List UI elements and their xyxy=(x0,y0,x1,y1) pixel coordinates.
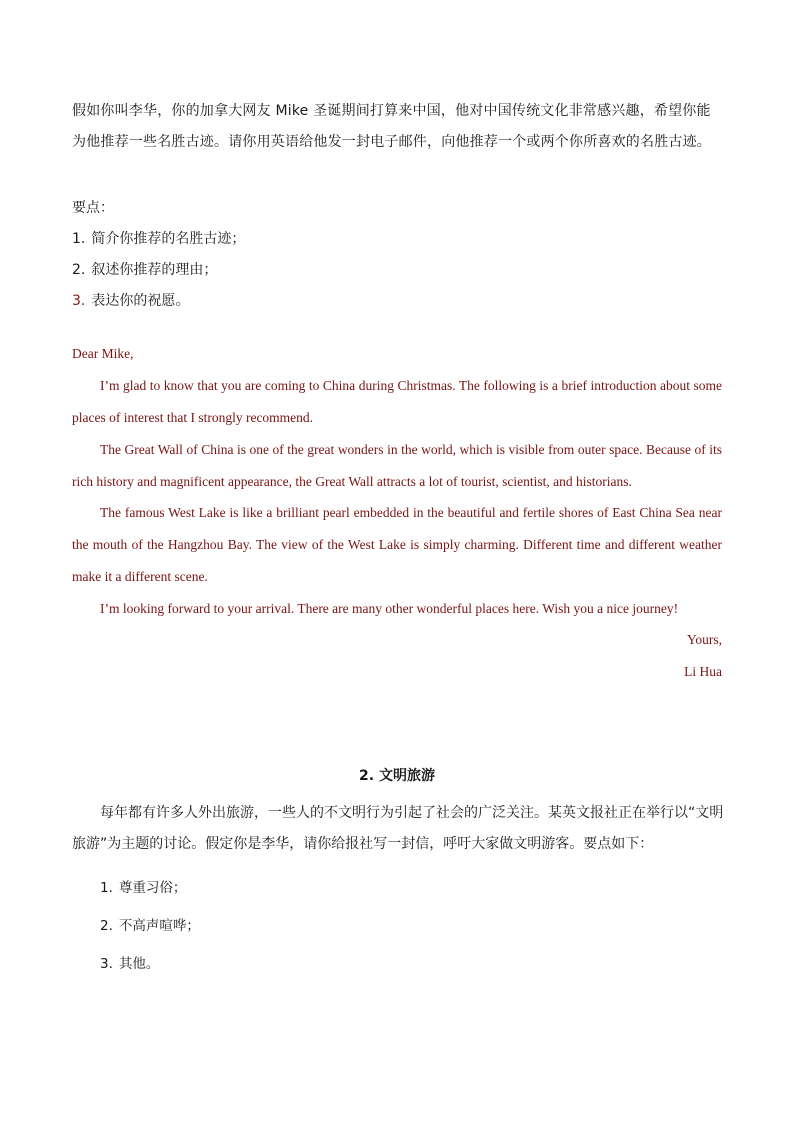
letter-paragraph: I’m looking forward to your arrival. There are many other wonderful places here. Wish you a nice journey! xyxy=(100,601,679,616)
point-text: 尊重习俗； xyxy=(118,880,187,896)
point-number: 3. xyxy=(100,956,113,972)
point-number: 3. xyxy=(72,293,86,309)
letter-closing: Yours, xyxy=(686,632,722,647)
letter-paragraph: The famous West Lake is like a brilliant pearl embedded in the beautiful and fertile shores of East China Sea near the mouth of the Hangzhou Bay. The view of the West Lake is simply charming. Different time and different weather make it a different scene. xyxy=(72,505,722,584)
task2-point-2 xyxy=(100,914,200,934)
task2-point-3 xyxy=(100,952,159,972)
task2-prompt: 每年都有许多人外出旅游，一些人的不文明行为引起了社会的广泛关注。某英文报社正在举行以“文明旅游”为主题的讨论。假定你是李华，请你给报社写一封信，呼吁大家做文明游客。要点如下： xyxy=(72,805,724,852)
letter-paragraph: The Great Wall of China is one of the great wonders in the world, which is visible from outer space. Because of its rich history and magnificent appearance, the Great Wall attracts a lot of tourist, scientist, and historians. xyxy=(72,442,722,489)
point-text: 叙述你推荐的理由； xyxy=(91,262,218,278)
task1-prompt: 假如你叫李华，你的加拿大网友 Mike 圣诞期间打算来中国，他对中国传统文化非常感兴趣，希望你能为他推荐一些名胜古迹。请你用英语给他发一封电子邮件，向他推荐一个或两个你所喜欢的名胜古迹。 xyxy=(72,103,711,150)
point-text: 其他。 xyxy=(118,956,160,972)
task1-points-label: 要点： xyxy=(72,200,114,216)
point-text: 表达你的祝愿。 xyxy=(91,293,190,309)
task1-point-3 xyxy=(72,291,189,311)
point-text: 不高声喧哗； xyxy=(118,918,200,934)
task2-point-1 xyxy=(100,876,186,896)
point-number: 2. xyxy=(72,262,86,278)
letter-paragraph: I’m glad to know that you are coming to China during Christmas. The following is a brief introduction about some places of interest that I strongly recommend. xyxy=(72,378,722,425)
point-number: 1. xyxy=(72,231,86,247)
point-number: 1. xyxy=(100,880,113,896)
letter-signature: Li Hua xyxy=(684,664,722,679)
letter-greeting: Dear Mike, xyxy=(72,346,134,361)
section-title: 2. 文明旅游 xyxy=(359,768,435,784)
task1-point-1 xyxy=(72,229,245,249)
task1-point-2 xyxy=(72,260,217,280)
point-number: 2. xyxy=(100,918,113,934)
point-text: 简介你推荐的名胜古迹； xyxy=(91,231,246,247)
